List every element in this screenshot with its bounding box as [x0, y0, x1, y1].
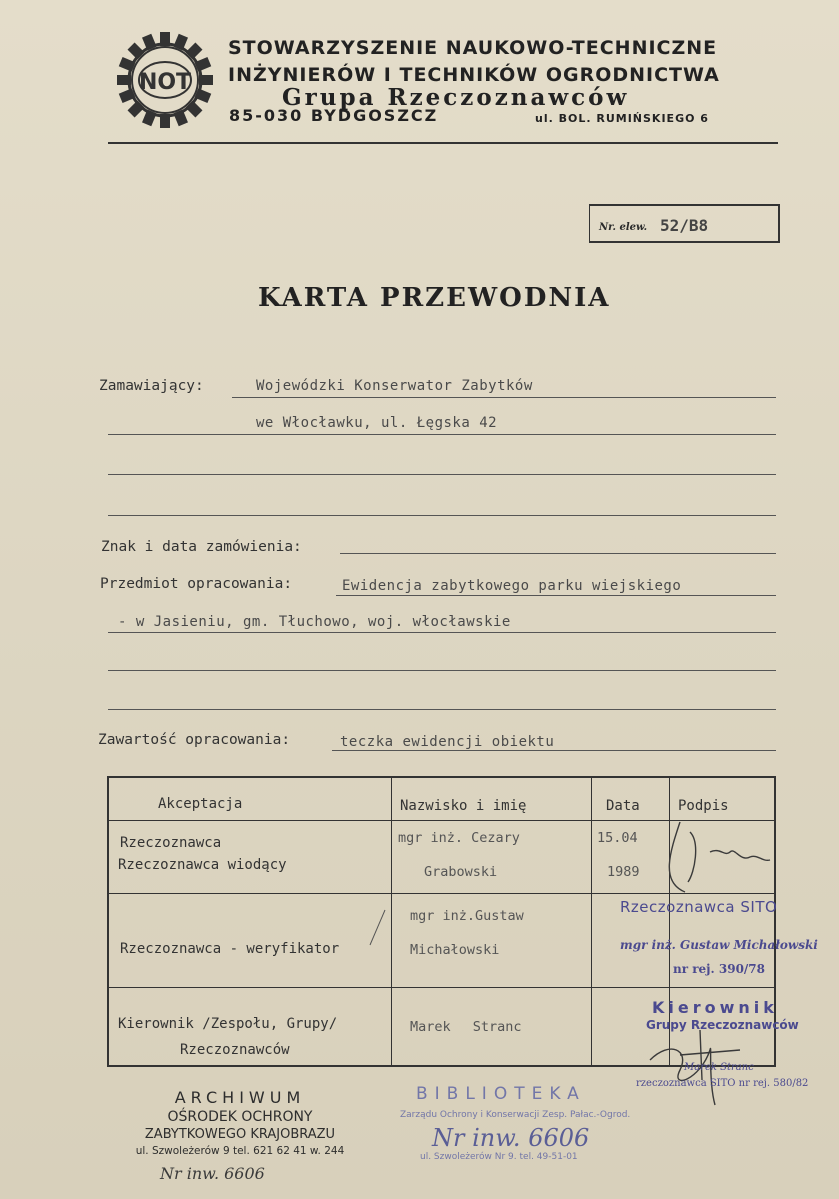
- header-address: ul. BOL. RUMIŃSKIEGO 6: [535, 112, 709, 125]
- signature-grabowski: [640, 812, 780, 912]
- archiwum-line-4: ul. Szwoleżerów 9 tel. 621 62 41 w. 244: [135, 1145, 345, 1157]
- row1-role-2: Rzeczoznawca wiodący: [118, 857, 287, 873]
- form-line: [108, 709, 776, 710]
- sito-stamp-reg: nr rej. 390/78: [673, 962, 766, 976]
- zamawiajacy-label: Zamawiający:: [99, 378, 204, 394]
- zawartosc-label: Zawartość opracowania:: [98, 732, 291, 748]
- przedmiot-label: Przedmiot opracowania:: [100, 576, 293, 592]
- form-line: [336, 595, 776, 596]
- row3-role-2: Rzeczoznawców: [180, 1042, 290, 1058]
- przedmiot-value-1: Ewidencja zabytkowego parku wiejskiego: [342, 578, 682, 594]
- archiwum-stamp: [120, 1088, 360, 1157]
- form-line: [108, 632, 776, 633]
- przedmiot-value-2: - w Jasieniu, gm. Tłuchowo, woj. włocławskie: [118, 614, 511, 630]
- kierownik-stamp-foot: rzeczoznawca SITO nr rej. 580/82: [636, 1078, 809, 1089]
- row1-role-1: Rzeczoznawca: [120, 835, 222, 851]
- header-divider: [108, 142, 778, 144]
- logo-text: NOT: [138, 70, 192, 95]
- row1-name-1: mgr inż. Cezary: [398, 830, 520, 846]
- header-line-3: Grupa Rzeczoznawców: [282, 84, 630, 111]
- row2-role: Rzeczoznawca - weryfikator: [120, 941, 340, 957]
- document-title: KARTA PRZEWODNIA: [258, 283, 611, 313]
- row3-role-1: Kierownik /Zespołu, Grupy/: [118, 1016, 338, 1032]
- pen-mark: [340, 900, 400, 950]
- archiwum-line-2: OŚRODEK OCHRONY: [167, 1109, 313, 1125]
- kierownik-stamp-name: Marek Stranc: [684, 1062, 754, 1073]
- row1-date-1: 15.04: [597, 830, 638, 846]
- row1-date-2: 1989: [607, 864, 640, 880]
- th-nazwisko: Nazwisko i imię: [400, 798, 527, 814]
- header-line-1: STOWARZYSZENIE NAUKOWO-TECHNICZNE: [228, 37, 718, 59]
- biblioteka-line-1: Zarządu Ochrony i Konserwacji Zesp. Pałac.-Ogrod.: [400, 1110, 631, 1120]
- row2-name-2: Michałowski: [410, 942, 500, 958]
- form-line: [108, 434, 776, 435]
- kierownik-stamp-group: Grupy Rzeczoznawców: [646, 1018, 799, 1032]
- th-data: Data: [606, 798, 640, 814]
- th-akceptacja: Akceptacja: [158, 796, 243, 812]
- form-line: [108, 515, 776, 516]
- sito-stamp-name: mgr inż. Gustaw Michałowski: [620, 938, 818, 952]
- archiwum-line-3: ZABYTKOWEGO KRAJOBRAZU: [144, 1127, 336, 1142]
- form-line: [108, 474, 776, 475]
- nr-value: 52/B8: [660, 216, 709, 235]
- archiwum-title: ARCHIWUM: [174, 1088, 306, 1107]
- znak-label: Znak i data zamówienia:: [101, 539, 302, 555]
- zamawiajacy-value-1: Wojewódzki Konserwator Zabytków: [256, 378, 533, 394]
- form-line: [340, 553, 776, 554]
- row1-name-2: Grabowski: [424, 864, 498, 880]
- biblioteka-title: BIBLIOTEKA: [416, 1084, 586, 1104]
- nr-label: Nr. elew.: [599, 222, 648, 233]
- row2-name-1: mgr inż.Gustaw: [410, 908, 524, 924]
- zamawiajacy-value-2: we Włocławku, ul. Łęgska 42: [256, 415, 498, 431]
- biblioteka-handwritten-number: Nr inw. 6606: [432, 1124, 590, 1152]
- sito-stamp-title: Rzeczoznawca SITO: [620, 898, 778, 916]
- header-line-2: INŻYNIERÓW I TECHNIKÓW OGRODNICTWA: [228, 64, 720, 86]
- zawartosc-value: teczka ewidencji obiektu: [340, 734, 555, 750]
- form-line: [232, 397, 776, 398]
- biblioteka-line-2: ul. Szwoleżerów Nr 9. tel. 49-51-01: [420, 1152, 578, 1162]
- kierownik-stamp-title: Kierownik: [652, 998, 778, 1017]
- th-podpis: Podpis: [678, 798, 729, 814]
- row3-name: Marek Stranc: [410, 1019, 522, 1035]
- header-city: 85-030 BYDGOSZCZ: [229, 106, 439, 125]
- not-gear-logo: [113, 28, 217, 132]
- archiwum-handwritten-number: Nr inw. 6606: [160, 1164, 265, 1183]
- form-line: [332, 750, 776, 751]
- form-line: [108, 670, 776, 671]
